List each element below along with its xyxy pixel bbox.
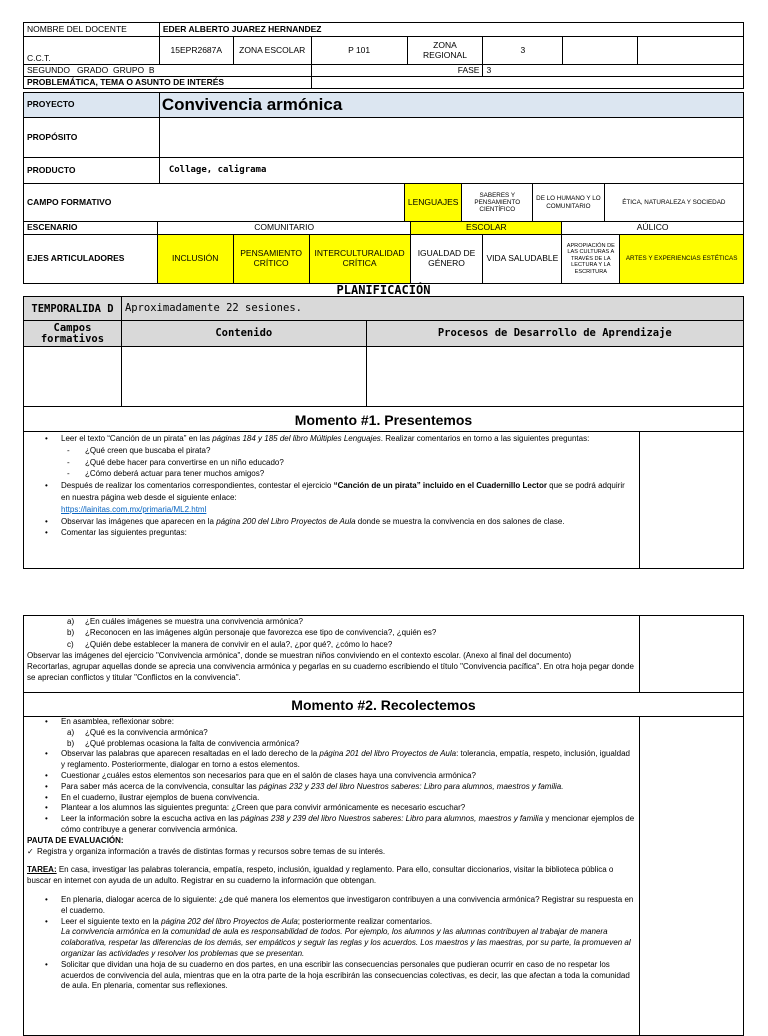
planning-table <box>23 296 744 407</box>
campo-etica: ÉTICA, NATURALEZA Y SOCIEDAD <box>604 184 743 222</box>
m2-text: Para saber más acerca de la convivencia, consultar las <box>61 781 259 791</box>
p2-paragraph: Observar las imágenes del ejercicio "Convivencia armónica", donde se muestran niños conviviendo en el contexto escolar. (Anexo al final del documento) <box>27 650 572 660</box>
tarea-text: En casa, investigar las palabras tolerancia, empatía, respeto, inclusión, igualdad y reglamento. Para ello, consultar diccionarios, visitar la biblioteca pública o buscar en internet con ayuda de un adulto. Registrar en su cuaderno la información que obtengan. <box>27 865 614 886</box>
m1-question: ¿Qué debe hacer para convertirse en un niño educado? <box>85 457 284 467</box>
producto-value: Collage, caligrama <box>159 158 743 184</box>
pauta-item: ✓ Registra y organiza información a través de distintas formas y recursos sobre temas de su interés. <box>23 847 635 858</box>
eje-vida: VIDA SALUDABLE <box>483 235 562 284</box>
pauta-label: PAUTA DE EVALUACIÓN: <box>27 835 124 845</box>
m1-text: Observar las imágenes que aparecen en la <box>61 516 217 526</box>
col-procesos: Procesos de Desarrollo de Aprendizaje <box>366 321 743 347</box>
m1-text: Comentar las siguientes preguntas: <box>61 528 187 538</box>
grade-group: SEGUNDO GRADO GRUPO B <box>24 65 312 77</box>
escenario-table <box>23 221 744 235</box>
m2-text: En el cuaderno, ilustrar ejemplos de buena convivencia. <box>61 792 260 802</box>
empty-cell <box>563 37 638 65</box>
momento2-text: • En asamblea, reflexionar sobre: a) ¿Qué es la convivencia armónica? b) ¿Qué problemas ocasiona la falta de convivencia armónica? • Observar las palabras que aparecen resaltadas en el lado derecho de la página 201 del libro Proyectos de Aula: tolerancia, empatía, respeto, inclusión, igualdad y reglamento. Posteriormente, dialogar en torno a estos elementos. • Cuestionar ¿cuáles estos elementos son necesarios para que en el salón de clases haya una convivencia armónica? • Para saber más acerca de la convivencia, consultar las páginas 232 y 233 del libro Nuestros saberes: Libro para alumnos, maestros y familia. • En el cuaderno, ilustrar ejemplos de buena convivencia. • Plantear a los alumnos las siguientes pregunta: ¿Creen que para convivir armónicamente es necesario escuchar? • Leer la información sobre la escucha activa en las páginas 238 y 239 del libro Nuestros saberes: Libro para alumnos, maestros y familia y mencionar ejemplos de cómo contribuye a generar convivencia armónica. PAUTA DE EVALUACIÓN: ✓ Registra y organiza información a través de distintas formas y recursos sobre temas de su interés. TAREA: En casa, investigar las palabras tolerancia, empatía, respeto, inclusión, igualdad y reglamento. Para ello, consultar diccionarios, visitar la biblioteca pública o buscar en internet con ayuda de un adulto. Registrar en su cuaderno la información que obtengan. • En plenaria, dialogar acerca de lo siguiente: ¿de qué manera los elementos que investigaron contribuyen a una convivencia armónica? Registrar su respuesta en el cuaderno. • Leer el siguiente texto en la página 202 del libro Proyectos de Aula; posteriormente realizar comentarios. La convivencia armónica en la comunidad de aula es responsabilidad de todos. Por ejemplo, los alumnos y las alumnas contribuyen al trabajar de manera colaborativa, respetar las diferencias de los demás, ser empáticos y seguir las reglas y los acuerdos. Los maestros y las maestras, por su parte, la promueven al organizar las actividades y resolver los problemas que se presentan. • Solicitar que dividan una hoja de su cuaderno en dos partes, en una escribir las consecuencias personales que pudieran ocurrir en caso de no respetar los acuerdos de convivencia del aula, mientras que en la otra parte de la hoja escribirán las consecuencias colectivas, es decir, las que afectan a toda la comunidad de aula. En plenaria, comentar sus reflexiones. <box>23 717 635 992</box>
m2-book-ref: página 201 del libro Proyectos de Aula <box>319 749 457 759</box>
producto-label: PRODUCTO <box>24 158 160 184</box>
m2-book-ref: páginas 238 y 239 del libro Nuestros saberes: Libro para alumnos, maestros y familia <box>240 814 544 824</box>
m1-text: . Realizar comentarios en torno a las siguientes preguntas: <box>380 434 590 443</box>
p2-question: ¿En cuáles imágenes se muestra una convivencia armónica? <box>85 617 303 626</box>
problematica-value <box>311 77 743 89</box>
fase-value: 3 <box>483 65 744 77</box>
escenario-aulico: AÚLICO <box>562 222 744 235</box>
momento2-side <box>639 716 744 1036</box>
momento1-side <box>639 431 744 569</box>
proposito-value <box>159 118 743 158</box>
m1-text: Después de realizar los comentarios correspondientes, contestar el ejercicio <box>61 481 334 491</box>
m2-text: En asamblea, reflexionar sobre: <box>61 717 174 726</box>
campo-humano: DE LO HUMANO Y LO COMUNITARIO <box>533 184 605 222</box>
header-table <box>23 22 744 89</box>
m2-text: Leer la información sobre la escucha activa en las <box>61 814 241 824</box>
eje-apropiacion: APROPIACIÓN DE LAS CULTURAS A TRAVÉS DE LA LECTURA Y LA ESCRITURA <box>562 235 620 284</box>
m2-book-ref: páginas 232 y 233 del libro Nuestros saberes: Libro para alumnos, maestros y familia. <box>258 781 564 791</box>
tarea-label: TAREA: <box>27 865 57 875</box>
procesos-cell <box>366 347 743 407</box>
escenario-escolar: ESCOLAR <box>411 222 562 235</box>
escenario-label: ESCENARIO <box>24 222 158 235</box>
zona-regional-label: ZONA REGIONAL <box>407 37 483 65</box>
campo-label: CAMPO FORMATIVO <box>24 184 405 222</box>
m2-quote: La convivencia armónica en la comunidad de aula es responsabilidad de todos. Por ejemplo, los alumnos y las alumnas contribuyen al trabajar de manera colaborativa, respetar las diferencias de los demás, ser empáticos y seguir las reglas y los acuerdos. Los maestros y las maestras, por su parte, la promueven al organizar las actividades y resolver los problemas que se presentan. <box>61 927 631 958</box>
problematica-label: PROBLEMÁTICA, TEMA O ASUNTO DE INTERÉS <box>24 77 312 89</box>
zona-escolar-label: ZONA ESCOLAR <box>233 37 311 65</box>
m2-question: ¿Qué es la convivencia armónica? <box>85 727 208 737</box>
m2-text: ; posteriormente realizar comentarios. <box>297 916 433 926</box>
m2-text: y mencionar ejemplos de cómo contribuye a generar convivencia armónica. <box>61 814 635 834</box>
p2-question: ¿Quién debe establecer la manera de convivir en el aula?, ¿por qué?, ¿cómo lo hace? <box>85 639 393 649</box>
teacher-name: EDER ALBERTO JUAREZ HERNANDEZ <box>159 23 743 37</box>
m2-text: Plantear a los alumnos las siguientes pregunta: ¿Creen que para convivir armónicamente es necesario escuchar? <box>61 803 466 813</box>
m1-text: que se podrá adquirir en nuestra página web desde el siguiente enlace: <box>61 481 625 502</box>
page2-cont-side <box>639 615 744 693</box>
cct-value: 15EPR2687A <box>159 37 233 65</box>
eje-igualdad: IGUALDAD DE GÉNERO <box>410 235 483 284</box>
escenario-comunitario: COMUNITARIO <box>157 222 411 235</box>
m1-book-ref: página 200 del Libro Proyectos de Aula <box>216 516 356 526</box>
campo-table <box>23 183 744 222</box>
momento1-title: Momento #1. Presentemos <box>294 412 473 428</box>
proposito-label: PROPÓSITO <box>24 118 160 158</box>
m2-text: Leer el siguiente texto en la <box>61 916 162 926</box>
page2-cont-text: a) ¿En cuáles imágenes se muestra una convivencia armónica? b) ¿Reconocen en las imágenes algún personaje que favorezca ese tipo de convivencia?, ¿quién es? c) ¿Quién debe establecer la manera de convivir en el aula?, ¿por qué?, ¿cómo lo hace? Observar las imágenes del ejercicio "Convivencia armónica", donde se muestran niños conviviendo en el contexto escolar. (Anexo al final del documento) Recortarlas, agrupar aquellas donde se aprecia una convivencia armónica y pegarlas en su cuaderno escribiendo el título "Convivencia pacífica". En otra hoja pegar donde se aprecian conflictos y titular "Conflictos en la convivencia". <box>23 616 635 684</box>
contenido-cell <box>121 347 366 407</box>
ejes-table <box>23 234 744 284</box>
cuadernillo-link[interactable]: https://lainitas.com.mx/primaria/ML2.html <box>61 504 207 514</box>
project-table <box>23 92 744 184</box>
campo-saberes: SABERES Y PENSAMIENTO CIENTÍFICO <box>462 184 533 222</box>
teacher-label: NOMBRE DEL DOCENTE <box>24 23 160 37</box>
col-contenido: Contenido <box>121 321 366 347</box>
m1-text: donde se muestra la convivencia en dos salones de clase. <box>355 516 565 526</box>
m1-question: ¿Cómo deberá actuar para tener muchos amigos? <box>85 469 265 479</box>
m1-book-ref: páginas 184 y 185 del libro Múltiples Lenguajes <box>212 434 381 443</box>
momento2-header <box>23 692 744 717</box>
momento2-title: Momento #2. Recolectemos <box>291 697 476 713</box>
m1-question: ¿Qué creen que buscaba el pirata? <box>85 445 211 455</box>
m1-text: Leer el texto “Canción de un pirata” en las <box>61 434 213 443</box>
m2-book-ref: página 202 del libro Proyectos de Aula <box>161 916 298 926</box>
cct-label: C.C.T. <box>24 37 160 65</box>
proyecto-label: PROYECTO <box>24 93 160 118</box>
m2-text: Cuestionar ¿cuáles estos elementos son necesarios para que en el salón de clases haya una convivencia armónica? <box>61 770 476 780</box>
campo-lenguajes: LENGUAJES <box>404 184 462 222</box>
m2-text: : tolerancia, empatía, respeto, inclusión, igualdad y reglamento. Posteriormente, dialogar en torno a estos elementos. <box>61 749 630 770</box>
momento1-header <box>23 406 744 432</box>
eje-artes: ARTES Y EXPERIENCIAS ESTÉTICAS <box>620 235 744 284</box>
m2-text: Solicitar que dividan una hoja de su cuaderno en dos partes, en una escribir las consecuencias personales que pudieran ocurrir en caso de no respetar los acuerdos de convivencia del aula, mientras que en la otra parte de la hoja escribirán las consecuencias colectivas, es decir, las que afectan a toda la comunidad de aula. En plenaria, comentar sus reflexiones. <box>61 959 630 991</box>
planning-title: PLANIFICACIÓN <box>336 283 431 297</box>
temporalidad-value: Aproximadamente 22 sesiones. <box>121 297 743 321</box>
p2-question: ¿Reconocen en las imágenes algún personaje que favorezca ese tipo de convivencia?, ¿quién es? <box>85 628 437 638</box>
eje-pensamiento: PENSAMIENTO CRÍTICO <box>233 235 309 284</box>
empty-cell <box>638 37 744 65</box>
m2-question: ¿Qué problemas ocasiona la falta de convivencia armónica? <box>85 738 300 748</box>
zona-regional-value: 3 <box>483 37 563 65</box>
m2-text: En plenaria, dialogar acerca de lo siguiente: ¿de qué manera los elementos que investigaron contribuyen a una convivencia armónica? Registrar su respuesta en el cuaderno. <box>61 894 634 915</box>
zona-escolar-value: P 101 <box>311 37 407 65</box>
fase-label: FASE <box>311 65 483 77</box>
col-campos: Campos formativos <box>24 321 122 347</box>
temporalidad-label: TEMPORALIDA D <box>24 297 122 321</box>
p2-paragraph: Recortarlas, agrupar aquellas donde se aprecia una convivencia armónica y pegarlas en su cuaderno escribiendo el título "Convivencia pacífica". En otra hoja pegar donde se aprecian conflictos y titular "Conflictos en la convivencia". <box>27 662 634 683</box>
m1-cuadernillo-ref: “Canción de un pirata” incluido en el Cuadernillo Lector <box>333 481 547 491</box>
eje-interculturalidad: INTERCULTURALIDAD CRÍTICA <box>309 235 410 284</box>
m2-text: Observar las palabras que aparecen resaltadas en el lado derecho de la <box>61 749 320 759</box>
proyecto-value: Convivencia armónica <box>159 93 743 118</box>
momento1-text: • Leer el texto “Canción de un pirata” en las páginas 184 y 185 del libro Múltiples Lenguajes. Realizar comentarios en torno a las siguientes preguntas: - ¿Qué creen que buscaba el pirata? - ¿Qué debe hacer para convertirse en un niño educado? - ¿Cómo deberá actuar para tener muchos amigos? • Después de realizar los comentarios correspondientes, contestar el ejercicio “Canción de un pirata” incluido en el Cuadernillo Lector que se podrá adquirir en nuestra página web desde el siguiente enlace: https://lainitas.com.mx/primaria/ML2.html • Observar las imágenes que aparecen en la página 200 del Libro Proyectos de Aula donde se muestra la convivencia en dos salones de clase. • Comentar las siguientes preguntas: <box>23 433 635 539</box>
ejes-label: EJES ARTICULADORES <box>24 235 158 284</box>
campos-cell <box>24 347 122 407</box>
eje-inclusion: INCLUSIÓN <box>157 235 233 284</box>
